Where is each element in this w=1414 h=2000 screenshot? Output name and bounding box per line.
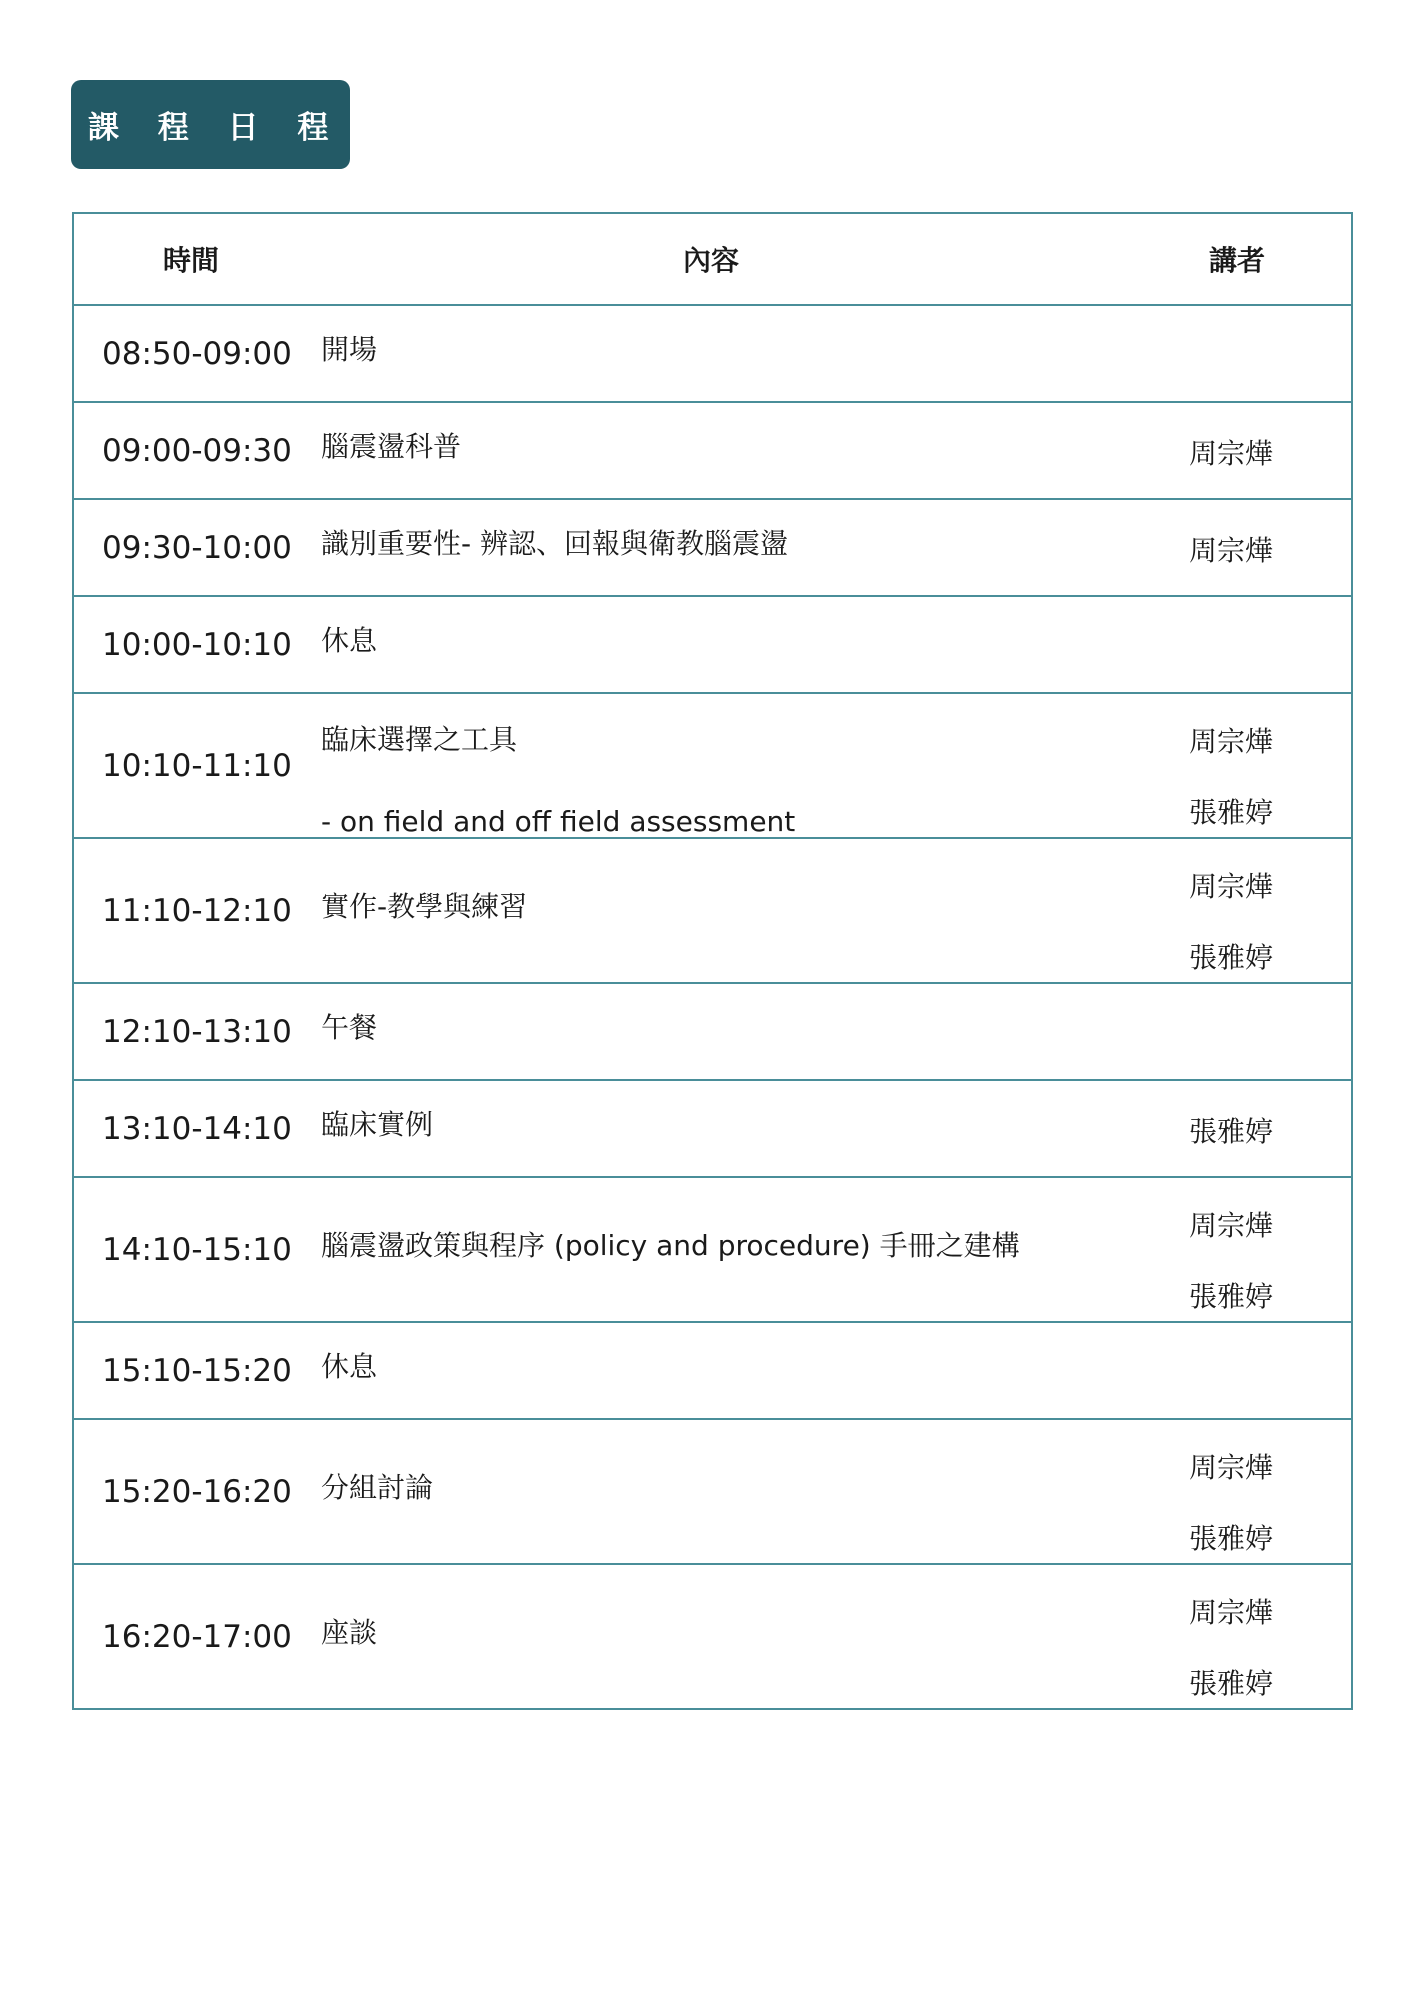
row-speaker: 張雅婷 (1189, 1522, 1274, 1555)
row-content: 午餐 (321, 1010, 378, 1044)
table-row (74, 982, 1351, 1079)
schedule-table (72, 212, 1353, 1710)
page-title-badge (71, 80, 413, 169)
row-speaker: 張雅婷 (1189, 796, 1274, 829)
row-time: 13:10-14:10 (102, 1110, 292, 1147)
row-content: 識別重要性- 辨認、回報與衛教腦震盪 (321, 526, 789, 560)
row-speaker: 周宗燁 (1189, 1451, 1274, 1484)
row-speaker: 周宗燁 (1189, 725, 1274, 758)
row-content: - on field and off field assessment (321, 805, 796, 838)
row-speaker: 周宗燁 (1189, 1596, 1274, 1629)
header-speaker: 講者 (1208, 244, 1266, 277)
table-row (74, 1321, 1351, 1418)
row-time: 10:00-10:10 (102, 626, 292, 663)
row-time: 14:10-15:10 (102, 1231, 292, 1268)
row-time: 09:30-10:00 (102, 529, 292, 566)
row-speaker: 張雅婷 (1189, 1280, 1274, 1313)
header-time: 時間 (162, 244, 220, 277)
table-row (74, 1563, 1351, 1708)
page-title: 課 程 日 程 表 (88, 110, 413, 146)
table-header-row (74, 214, 1351, 304)
row-content: 腦震盪科普 (321, 429, 462, 463)
table-row (74, 401, 1351, 498)
row-content: 休息 (321, 623, 378, 657)
row-speaker: 張雅婷 (1189, 1114, 1274, 1148)
table-row (74, 1079, 1351, 1176)
row-speaker: 張雅婷 (1189, 1667, 1274, 1700)
row-time: 16:20-17:00 (102, 1618, 292, 1655)
row-speaker: 周宗燁 (1189, 870, 1274, 903)
table-row (74, 595, 1351, 692)
row-content: 分組討論 (321, 1470, 434, 1504)
row-speaker: 張雅婷 (1189, 941, 1274, 974)
row-time: 12:10-13:10 (102, 1013, 292, 1050)
table-row (74, 1418, 1351, 1563)
header-content: 內容 (682, 244, 740, 277)
table-row (74, 692, 1351, 837)
table-row (74, 1176, 1351, 1321)
row-speaker: 周宗燁 (1189, 1209, 1274, 1242)
row-content: 臨床實例 (321, 1107, 434, 1141)
table-body (74, 304, 1351, 1708)
row-speaker: 周宗燁 (1189, 436, 1274, 470)
row-speaker: 周宗燁 (1189, 533, 1274, 567)
row-time: 09:00-09:30 (102, 432, 292, 469)
row-time: 15:10-15:20 (102, 1352, 292, 1389)
table-row (74, 498, 1351, 595)
row-content: 實作-教學與練習 (321, 889, 528, 923)
row-time: 10:10-11:10 (102, 747, 292, 784)
row-content: 休息 (321, 1349, 378, 1383)
row-content: 腦震盪政策與程序 (policy and procedure) 手冊之建構 (321, 1228, 1020, 1262)
table-row (74, 837, 1351, 982)
row-time: 11:10-12:10 (102, 892, 292, 929)
row-time: 08:50-09:00 (102, 335, 292, 372)
row-content: 座談 (321, 1615, 378, 1649)
row-time: 15:20-16:20 (102, 1473, 292, 1510)
row-content: 臨床選擇之工具 (321, 723, 518, 756)
row-content: 開場 (321, 332, 378, 366)
table-row (74, 304, 1351, 401)
